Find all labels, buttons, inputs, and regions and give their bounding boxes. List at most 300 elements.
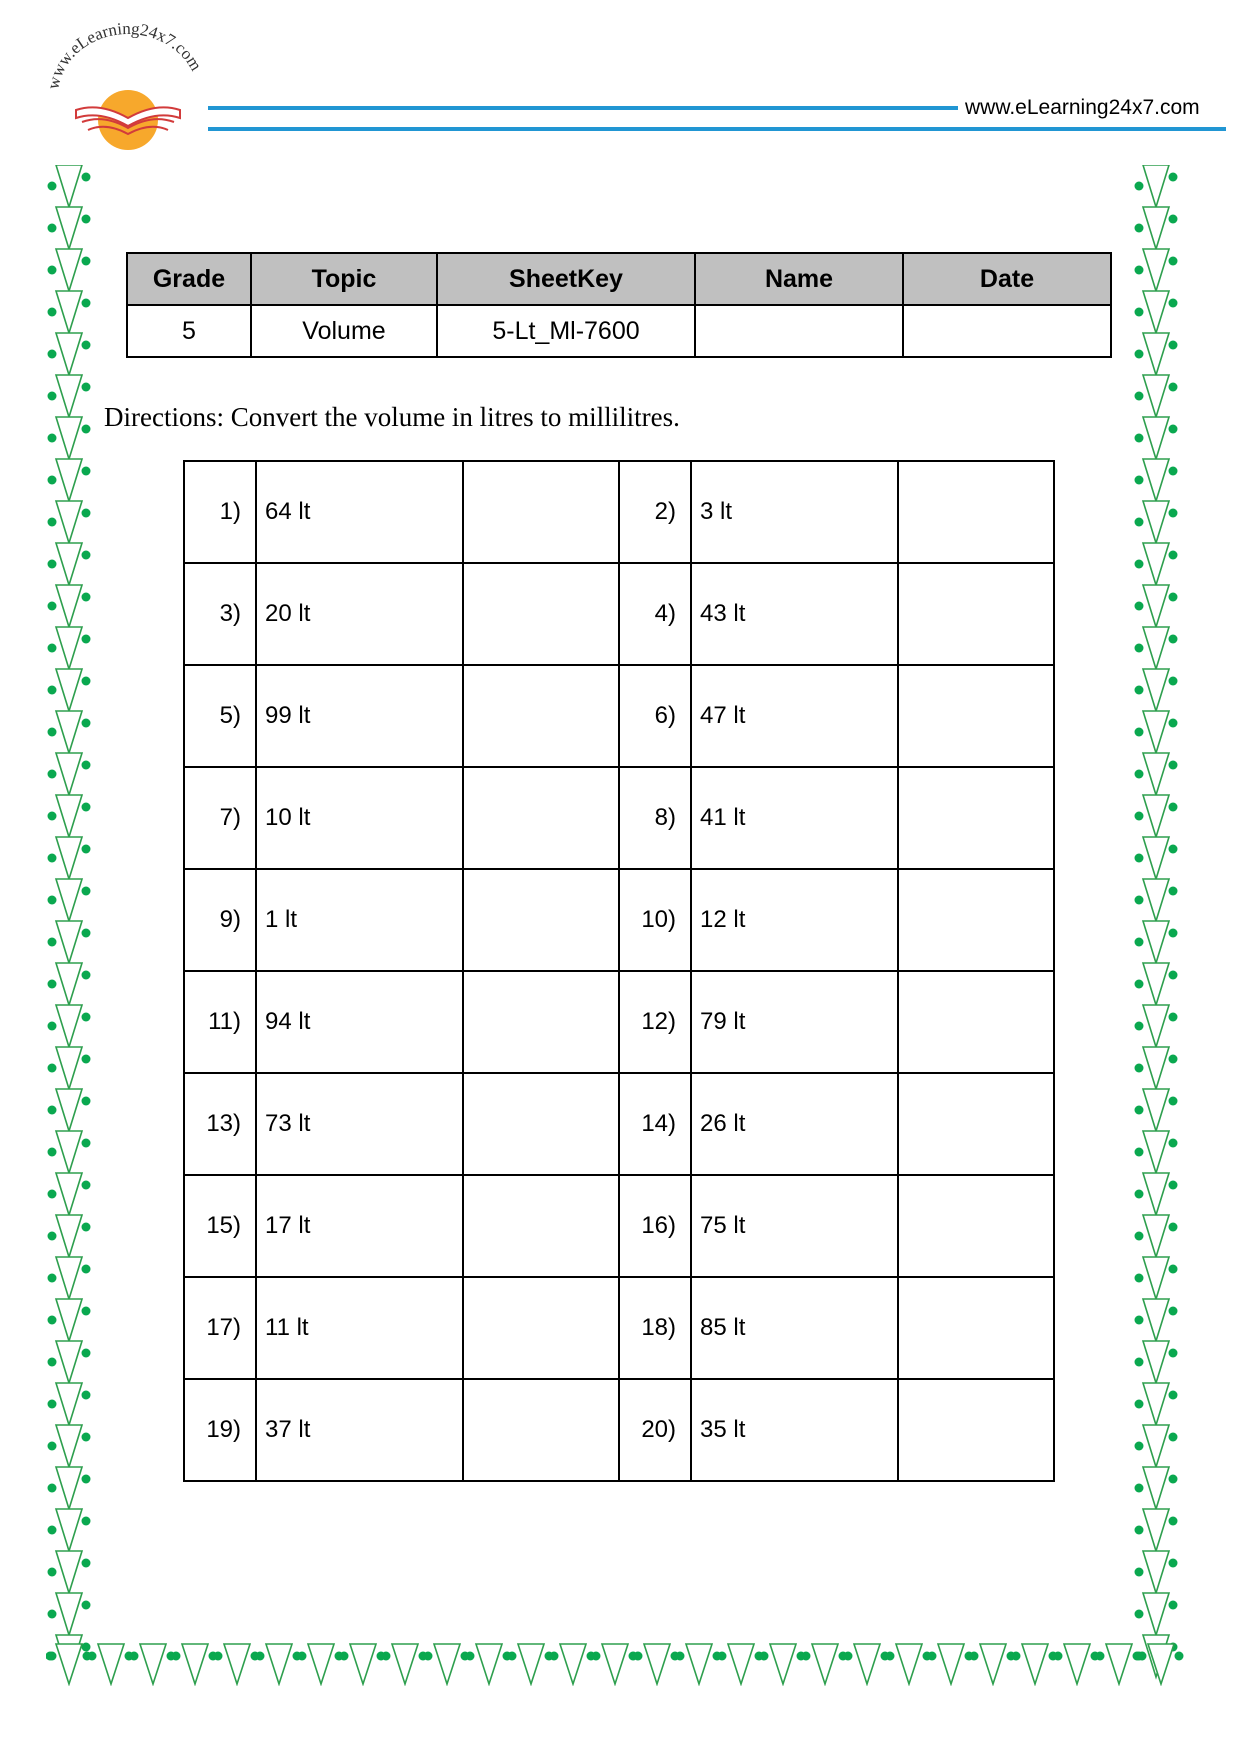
- question-number: 20): [619, 1379, 691, 1481]
- border-dot-icon: [508, 1652, 517, 1661]
- decorative-border-right: [1133, 165, 1179, 1705]
- border-dot-icon: [48, 812, 57, 821]
- border-dot-icon: [82, 467, 91, 476]
- border-dot-icon: [48, 728, 57, 737]
- border-leaf-icon: [56, 963, 82, 1005]
- question-value: 64 lt: [256, 461, 463, 563]
- question-row: [184, 563, 1054, 665]
- border-leaf-icon: [392, 1644, 418, 1684]
- border-dot-icon: [82, 929, 91, 938]
- border-leaf-icon: [56, 291, 82, 333]
- question-value: 20 lt: [256, 563, 463, 665]
- date-field[interactable]: [903, 305, 1111, 357]
- border-dot-icon: [424, 1652, 433, 1661]
- border-dot-icon: [1135, 1400, 1144, 1409]
- border-dot-icon: [1169, 1391, 1178, 1400]
- border-leaf-icon: [350, 1644, 376, 1684]
- border-dot-icon: [1169, 1013, 1178, 1022]
- question-value: 79 lt: [691, 971, 898, 1073]
- border-dot-icon: [82, 803, 91, 812]
- info-table: [126, 252, 1112, 358]
- border-leaf-icon: [56, 585, 82, 627]
- border-dot-icon: [82, 971, 91, 980]
- border-leaf-icon: [1143, 1047, 1169, 1089]
- border-dot-icon: [1135, 1568, 1144, 1577]
- border-dot-icon: [82, 1265, 91, 1274]
- question-value: 73 lt: [256, 1073, 463, 1175]
- border-leaf-icon: [1143, 963, 1169, 1005]
- border-dot-icon: [82, 1139, 91, 1148]
- border-leaf-icon: [1143, 1131, 1169, 1173]
- question-row: [184, 1379, 1054, 1481]
- border-dot-icon: [48, 1190, 57, 1199]
- question-value: 26 lt: [691, 1073, 898, 1175]
- answer-box[interactable]: [898, 971, 1054, 1073]
- border-dot-icon: [1135, 1316, 1144, 1325]
- sheetkey-value: 5-Lt_Ml-7600: [437, 305, 695, 357]
- border-leaf-icon: [1143, 879, 1169, 921]
- border-leaf-icon: [1143, 459, 1169, 501]
- border-leaf-icon: [1143, 1509, 1169, 1551]
- border-dot-icon: [1135, 1442, 1144, 1451]
- answer-box[interactable]: [898, 869, 1054, 971]
- border-leaf-icon: [1143, 837, 1169, 879]
- border-dot-icon: [48, 182, 57, 191]
- border-dot-icon: [1135, 266, 1144, 275]
- border-dot-icon: [82, 1391, 91, 1400]
- border-leaf-icon: [56, 921, 82, 963]
- border-dot-icon: [1169, 299, 1178, 308]
- border-leaf-icon: [98, 1644, 124, 1684]
- border-leaf-icon: [518, 1644, 544, 1684]
- answer-box[interactable]: [898, 563, 1054, 665]
- border-dot-icon: [1135, 476, 1144, 485]
- border-dot-icon: [48, 1064, 57, 1073]
- border-dot-icon: [1135, 602, 1144, 611]
- border-dot-icon: [1135, 1190, 1144, 1199]
- border-dot-icon: [130, 1652, 139, 1661]
- elearning-logo: [40, 18, 220, 153]
- directions-text: Directions: Convert the volume in litres to millilitres.: [104, 402, 680, 432]
- border-leaf-icon: [56, 459, 82, 501]
- border-dot-icon: [1169, 1139, 1178, 1148]
- border-dot-icon: [1169, 551, 1178, 560]
- border-leaf-icon: [1143, 1593, 1169, 1635]
- border-leaf-icon: [56, 1509, 82, 1551]
- border-dot-icon: [760, 1652, 769, 1661]
- answer-box[interactable]: [463, 665, 619, 767]
- border-dot-icon: [82, 1181, 91, 1190]
- border-dot-icon: [48, 644, 57, 653]
- border-leaf-icon: [56, 1257, 82, 1299]
- border-leaf-icon: [56, 1215, 82, 1257]
- question-number: 14): [619, 1073, 691, 1175]
- border-dot-icon: [802, 1652, 811, 1661]
- border-dot-icon: [82, 1013, 91, 1022]
- border-leaf-icon: [1143, 1299, 1169, 1341]
- date-header: Date: [903, 253, 1111, 305]
- border-dot-icon: [634, 1652, 643, 1661]
- border-dot-icon: [82, 1433, 91, 1442]
- border-dot-icon: [466, 1652, 475, 1661]
- border-dot-icon: [1135, 224, 1144, 233]
- border-dot-icon: [886, 1652, 895, 1661]
- name-field[interactable]: [695, 305, 903, 357]
- question-number: 18): [619, 1277, 691, 1379]
- border-dot-icon: [1135, 1148, 1144, 1157]
- question-number: 10): [619, 869, 691, 971]
- question-number: 1): [184, 461, 256, 563]
- question-number: 9): [184, 869, 256, 971]
- question-number: 19): [184, 1379, 256, 1481]
- answer-box[interactable]: [898, 665, 1054, 767]
- border-dot-icon: [82, 1349, 91, 1358]
- border-leaf-icon: [56, 1551, 82, 1593]
- border-leaf-icon: [56, 207, 82, 249]
- border-dot-icon: [1135, 938, 1144, 947]
- question-number: 4): [619, 563, 691, 665]
- border-dot-icon: [48, 980, 57, 989]
- border-dot-icon: [1135, 896, 1144, 905]
- question-number: 3): [184, 563, 256, 665]
- border-dot-icon: [48, 1442, 57, 1451]
- border-dot-icon: [1135, 1526, 1144, 1535]
- border-dot-icon: [214, 1652, 223, 1661]
- border-dot-icon: [82, 719, 91, 728]
- question-value: 37 lt: [256, 1379, 463, 1481]
- border-dot-icon: [82, 761, 91, 770]
- border-leaf-icon: [1143, 543, 1169, 585]
- answer-box[interactable]: [898, 1379, 1054, 1481]
- border-dot-icon: [1135, 854, 1144, 863]
- border-leaf-icon: [1022, 1644, 1048, 1684]
- border-leaf-icon: [56, 795, 82, 837]
- border-dot-icon: [48, 392, 57, 401]
- border-leaf-icon: [1143, 1257, 1169, 1299]
- border-dot-icon: [48, 1022, 57, 1031]
- border-dot-icon: [46, 1652, 55, 1661]
- border-dot-icon: [48, 1484, 57, 1493]
- border-leaf-icon: [56, 417, 82, 459]
- question-number: 7): [184, 767, 256, 869]
- border-leaf-icon: [1143, 375, 1169, 417]
- answer-box[interactable]: [463, 767, 619, 869]
- border-dot-icon: [1169, 1265, 1178, 1274]
- border-leaf-icon: [56, 501, 82, 543]
- border-dot-icon: [82, 215, 91, 224]
- border-leaf-icon: [1143, 1467, 1169, 1509]
- border-dot-icon: [1135, 1022, 1144, 1031]
- border-dot-icon: [1135, 392, 1144, 401]
- border-leaf-icon: [644, 1644, 670, 1684]
- border-dot-icon: [48, 560, 57, 569]
- border-dot-icon: [1135, 1232, 1144, 1241]
- border-leaf-icon: [224, 1644, 250, 1684]
- border-leaf-icon: [56, 543, 82, 585]
- border-dot-icon: [82, 341, 91, 350]
- border-leaf-icon: [938, 1644, 964, 1684]
- border-dot-icon: [48, 518, 57, 527]
- border-dot-icon: [340, 1652, 349, 1661]
- question-number: 15): [184, 1175, 256, 1277]
- border-dot-icon: [1169, 467, 1178, 476]
- answer-box[interactable]: [898, 1277, 1054, 1379]
- answer-box[interactable]: [463, 1277, 619, 1379]
- border-dot-icon: [1169, 1055, 1178, 1064]
- border-leaf-icon: [434, 1644, 460, 1684]
- border-leaf-icon: [812, 1644, 838, 1684]
- border-leaf-icon: [56, 375, 82, 417]
- border-dot-icon: [1135, 308, 1144, 317]
- border-dot-icon: [48, 1400, 57, 1409]
- border-dot-icon: [1169, 635, 1178, 644]
- decorative-border-bottom: [46, 1640, 1196, 1686]
- border-dot-icon: [1169, 1349, 1178, 1358]
- border-dot-icon: [1135, 770, 1144, 779]
- border-dot-icon: [48, 1568, 57, 1577]
- border-leaf-icon: [686, 1644, 712, 1684]
- border-leaf-icon: [1143, 1173, 1169, 1215]
- border-leaf-icon: [476, 1644, 502, 1684]
- border-leaf-icon: [1143, 585, 1169, 627]
- border-leaf-icon: [602, 1644, 628, 1684]
- border-dot-icon: [82, 173, 91, 182]
- answer-box[interactable]: [463, 869, 619, 971]
- border-leaf-icon: [56, 711, 82, 753]
- name-header: Name: [695, 253, 903, 305]
- grade-header: Grade: [127, 253, 251, 305]
- border-dot-icon: [1054, 1652, 1063, 1661]
- border-dot-icon: [298, 1652, 307, 1661]
- border-dot-icon: [1135, 980, 1144, 989]
- answer-box[interactable]: [898, 1175, 1054, 1277]
- border-leaf-icon: [980, 1644, 1006, 1684]
- question-row: [184, 767, 1054, 869]
- border-leaf-icon: [1143, 627, 1169, 669]
- border-dot-icon: [1135, 1064, 1144, 1073]
- border-dot-icon: [82, 677, 91, 686]
- answer-box[interactable]: [463, 971, 619, 1073]
- border-dot-icon: [1169, 1097, 1178, 1106]
- border-dot-icon: [48, 434, 57, 443]
- question-number: 11): [184, 971, 256, 1073]
- sheetkey-header: SheetKey: [437, 253, 695, 305]
- answer-box[interactable]: [898, 461, 1054, 563]
- border-dot-icon: [48, 1316, 57, 1325]
- border-leaf-icon: [56, 1593, 82, 1635]
- border-leaf-icon: [308, 1644, 334, 1684]
- border-dot-icon: [82, 551, 91, 560]
- border-dot-icon: [82, 1223, 91, 1232]
- question-row: [184, 665, 1054, 767]
- border-leaf-icon: [56, 165, 82, 207]
- question-row: [184, 1175, 1054, 1277]
- border-dot-icon: [1169, 383, 1178, 392]
- border-dot-icon: [1169, 1307, 1178, 1316]
- header-rule-upper: [208, 106, 958, 110]
- border-dot-icon: [1169, 257, 1178, 266]
- border-leaf-icon: [1148, 1644, 1174, 1684]
- border-dot-icon: [82, 1307, 91, 1316]
- answer-box[interactable]: [463, 1175, 619, 1277]
- border-leaf-icon: [1106, 1644, 1132, 1684]
- question-number: 6): [619, 665, 691, 767]
- border-leaf-icon: [56, 1299, 82, 1341]
- border-leaf-icon: [1143, 207, 1169, 249]
- border-dot-icon: [48, 266, 57, 275]
- border-dot-icon: [48, 602, 57, 611]
- border-leaf-icon: [1143, 333, 1169, 375]
- border-dot-icon: [82, 1055, 91, 1064]
- border-dot-icon: [1169, 425, 1178, 434]
- border-leaf-icon: [266, 1644, 292, 1684]
- border-dot-icon: [1169, 929, 1178, 938]
- border-leaf-icon: [56, 669, 82, 711]
- border-dot-icon: [1169, 887, 1178, 896]
- border-dot-icon: [82, 845, 91, 854]
- border-leaf-icon: [1143, 1341, 1169, 1383]
- border-leaf-icon: [140, 1644, 166, 1684]
- border-dot-icon: [718, 1652, 727, 1661]
- border-dot-icon: [48, 1148, 57, 1157]
- question-value: 3 lt: [691, 461, 898, 563]
- border-dot-icon: [48, 224, 57, 233]
- border-dot-icon: [1135, 644, 1144, 653]
- answer-box[interactable]: [463, 563, 619, 665]
- header-rule-lower: [208, 127, 1226, 131]
- question-value: 10 lt: [256, 767, 463, 869]
- border-leaf-icon: [56, 1047, 82, 1089]
- border-dot-icon: [1169, 1181, 1178, 1190]
- border-leaf-icon: [56, 1425, 82, 1467]
- border-leaf-icon: [56, 1341, 82, 1383]
- border-dot-icon: [82, 383, 91, 392]
- border-dot-icon: [592, 1652, 601, 1661]
- border-dot-icon: [82, 257, 91, 266]
- border-leaf-icon: [1143, 921, 1169, 963]
- border-leaf-icon: [56, 1173, 82, 1215]
- border-dot-icon: [82, 509, 91, 518]
- border-dot-icon: [1169, 1475, 1178, 1484]
- border-dot-icon: [1135, 1106, 1144, 1115]
- question-value: 11 lt: [256, 1277, 463, 1379]
- border-leaf-icon: [1143, 1215, 1169, 1257]
- border-dot-icon: [1169, 593, 1178, 602]
- border-dot-icon: [82, 425, 91, 434]
- border-dot-icon: [82, 593, 91, 602]
- border-dot-icon: [1135, 1610, 1144, 1619]
- border-dot-icon: [1012, 1652, 1021, 1661]
- border-dot-icon: [48, 1232, 57, 1241]
- answer-box[interactable]: [463, 1379, 619, 1481]
- border-dot-icon: [1169, 1223, 1178, 1232]
- border-dot-icon: [48, 476, 57, 485]
- border-dot-icon: [172, 1652, 181, 1661]
- question-row: [184, 1277, 1054, 1379]
- logo-arc-text: www.eLearning24x7.com: [43, 18, 206, 91]
- border-dot-icon: [82, 1517, 91, 1526]
- border-dot-icon: [48, 350, 57, 359]
- border-dot-icon: [48, 896, 57, 905]
- border-dot-icon: [1169, 1601, 1178, 1610]
- border-dot-icon: [1135, 560, 1144, 569]
- question-value: 41 lt: [691, 767, 898, 869]
- border-dot-icon: [82, 1601, 91, 1610]
- border-dot-icon: [1169, 1517, 1178, 1526]
- border-leaf-icon: [1143, 165, 1169, 207]
- question-number: 16): [619, 1175, 691, 1277]
- border-dot-icon: [1135, 812, 1144, 821]
- border-leaf-icon: [728, 1644, 754, 1684]
- question-value: 47 lt: [691, 665, 898, 767]
- border-leaf-icon: [1143, 711, 1169, 753]
- answer-box[interactable]: [898, 1073, 1054, 1175]
- border-leaf-icon: [182, 1644, 208, 1684]
- border-dot-icon: [82, 887, 91, 896]
- border-leaf-icon: [770, 1644, 796, 1684]
- border-dot-icon: [82, 635, 91, 644]
- answer-box[interactable]: [898, 767, 1054, 869]
- border-leaf-icon: [1143, 1383, 1169, 1425]
- border-dot-icon: [1175, 1652, 1184, 1661]
- answer-box[interactable]: [463, 461, 619, 563]
- border-dot-icon: [1169, 845, 1178, 854]
- border-leaf-icon: [56, 837, 82, 879]
- border-leaf-icon: [56, 627, 82, 669]
- question-row: [184, 971, 1054, 1073]
- question-number: 8): [619, 767, 691, 869]
- question-value: 99 lt: [256, 665, 463, 767]
- site-url: www.eLearning24x7.com: [965, 96, 1200, 119]
- border-leaf-icon: [1143, 291, 1169, 333]
- border-leaf-icon: [56, 1383, 82, 1425]
- question-value: 75 lt: [691, 1175, 898, 1277]
- question-number: 2): [619, 461, 691, 563]
- border-leaf-icon: [854, 1644, 880, 1684]
- border-leaf-icon: [1143, 1005, 1169, 1047]
- border-dot-icon: [1138, 1652, 1147, 1661]
- border-dot-icon: [48, 1526, 57, 1535]
- border-leaf-icon: [1143, 417, 1169, 459]
- answer-box[interactable]: [463, 1073, 619, 1175]
- border-dot-icon: [1169, 719, 1178, 728]
- border-leaf-icon: [1143, 1425, 1169, 1467]
- border-leaf-icon: [1143, 669, 1169, 711]
- question-value: 43 lt: [691, 563, 898, 665]
- border-dot-icon: [1169, 803, 1178, 812]
- info-header-row: [127, 253, 1111, 305]
- border-dot-icon: [48, 770, 57, 779]
- border-leaf-icon: [1143, 1551, 1169, 1593]
- border-leaf-icon: [56, 1131, 82, 1173]
- border-dot-icon: [88, 1652, 97, 1661]
- border-dot-icon: [1135, 686, 1144, 695]
- border-leaf-icon: [1143, 1089, 1169, 1131]
- border-dot-icon: [1169, 173, 1178, 182]
- border-leaf-icon: [1143, 753, 1169, 795]
- border-leaf-icon: [56, 1644, 82, 1684]
- grade-value: 5: [127, 305, 251, 357]
- border-dot-icon: [1096, 1652, 1105, 1661]
- question-value: 35 lt: [691, 1379, 898, 1481]
- question-value: 12 lt: [691, 869, 898, 971]
- border-dot-icon: [1169, 1433, 1178, 1442]
- border-leaf-icon: [56, 333, 82, 375]
- border-leaf-icon: [1143, 501, 1169, 543]
- border-dot-icon: [48, 1106, 57, 1115]
- border-leaf-icon: [1143, 249, 1169, 291]
- border-leaf-icon: [56, 879, 82, 921]
